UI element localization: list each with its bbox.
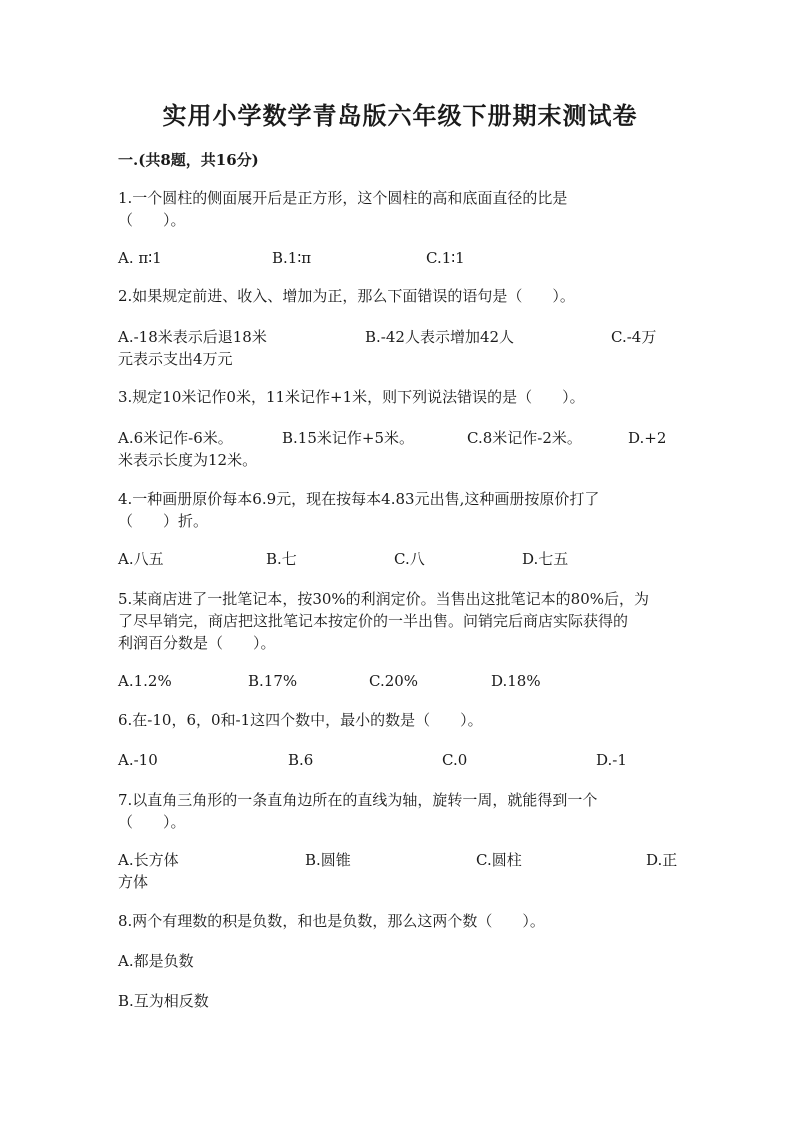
question-7-stem-line-2: （ ）。 xyxy=(118,813,186,831)
question-1-option-c: C.1∶1 xyxy=(426,249,465,267)
question-8-option-b: B.互为相反数 xyxy=(118,992,209,1010)
question-4-option-d: D.七五 xyxy=(522,550,569,568)
question-6-stem-line-1: 6.在-10，6，0和-1这四个数中，最小的数是（ ）。 xyxy=(118,711,483,729)
question-4-option-a: A.八五 xyxy=(118,550,164,568)
question-6-option-a: A.-10 xyxy=(118,751,158,769)
question-5-option-c: C.20% xyxy=(369,672,419,690)
question-1-stem-line-1: 1.一个圆柱的侧面展开后是正方形，这个圆柱的高和底面直径的比是 xyxy=(118,189,568,207)
question-1-stem-line-2: （ ）。 xyxy=(118,211,186,229)
question-7-stem-line-1: 7.以直角三角形的一条直角边所在的直线为轴，旋转一周，就能得到一个 xyxy=(118,791,598,809)
question-4-stem-line-1: 4.一种画册原价每本6.9元，现在按每本4.83元出售,这种画册按原价打了 xyxy=(118,490,600,508)
question-3-option-b: B.15米记作+5米。 xyxy=(282,429,414,447)
question-5-stem-line-2: 了尽早销完，商店把这批笔记本按定价的一半出售。问销完后商店实际获得的 xyxy=(118,612,629,630)
question-7-option-a: A.长方体 xyxy=(118,851,179,869)
question-5-stem-line-3: 利润百分数是（ ）。 xyxy=(118,634,276,652)
question-6-option-d: D.-1 xyxy=(596,751,627,769)
question-2-option-c: C.-4万 xyxy=(611,328,657,346)
question-3-option-wrap: 米表示长度为12米。 xyxy=(118,451,258,469)
question-4-option-c: C.八 xyxy=(394,550,425,568)
question-7-option-wrap: 方体 xyxy=(118,873,149,891)
question-4-option-b: B.七 xyxy=(266,550,297,568)
question-2-option-a: A.-18米表示后退18米 xyxy=(118,328,267,346)
question-7-option-d: D.正 xyxy=(646,851,678,869)
question-8-option-a: A.都是负数 xyxy=(118,952,194,970)
question-2-option-wrap: 元表示支出4万元 xyxy=(118,350,233,368)
question-5-option-a: A.1.2% xyxy=(118,672,172,690)
question-4-stem-line-2: （ ）折。 xyxy=(118,512,209,530)
question-7-option-c: C.圆柱 xyxy=(476,851,522,869)
question-3-option-c: C.8米记作-2米。 xyxy=(467,429,582,447)
question-3-option-d: D.+2 xyxy=(628,429,667,447)
question-5-option-b: B.17% xyxy=(248,672,298,690)
page-title: 实用小学数学青岛版六年级下册期末测试卷 xyxy=(162,101,638,130)
question-1-option-b: B.1∶π xyxy=(272,249,312,267)
question-7-option-b: B.圆锥 xyxy=(305,851,351,869)
question-3-stem-line-1: 3.规定10米记作0米，11米记作+1米，则下列说法错误的是（ ）。 xyxy=(118,388,585,406)
question-1-option-a: A. π∶1 xyxy=(118,249,162,267)
question-6-option-b: B.6 xyxy=(288,751,314,769)
question-2-option-b: B.-42人表示增加42人 xyxy=(365,328,515,346)
question-5-stem-line-1: 5.某商店进了一批笔记本，按30%的利润定价。当售出这批笔记本的80%后，为 xyxy=(118,590,649,608)
question-6-option-c: C.0 xyxy=(442,751,468,769)
question-3-option-a: A.6米记作-6米。 xyxy=(118,429,233,447)
question-8-stem-line-1: 8.两个有理数的积是负数，和也是负数，那么这两个数（ ）。 xyxy=(118,912,545,930)
question-5-option-d: D.18% xyxy=(491,672,541,690)
question-2-stem-line-1: 2.如果规定前进、收入、增加为正，那么下面错误的语句是（ ）。 xyxy=(118,287,575,305)
section-heading: 一.(共8题，共16分) xyxy=(118,151,259,169)
